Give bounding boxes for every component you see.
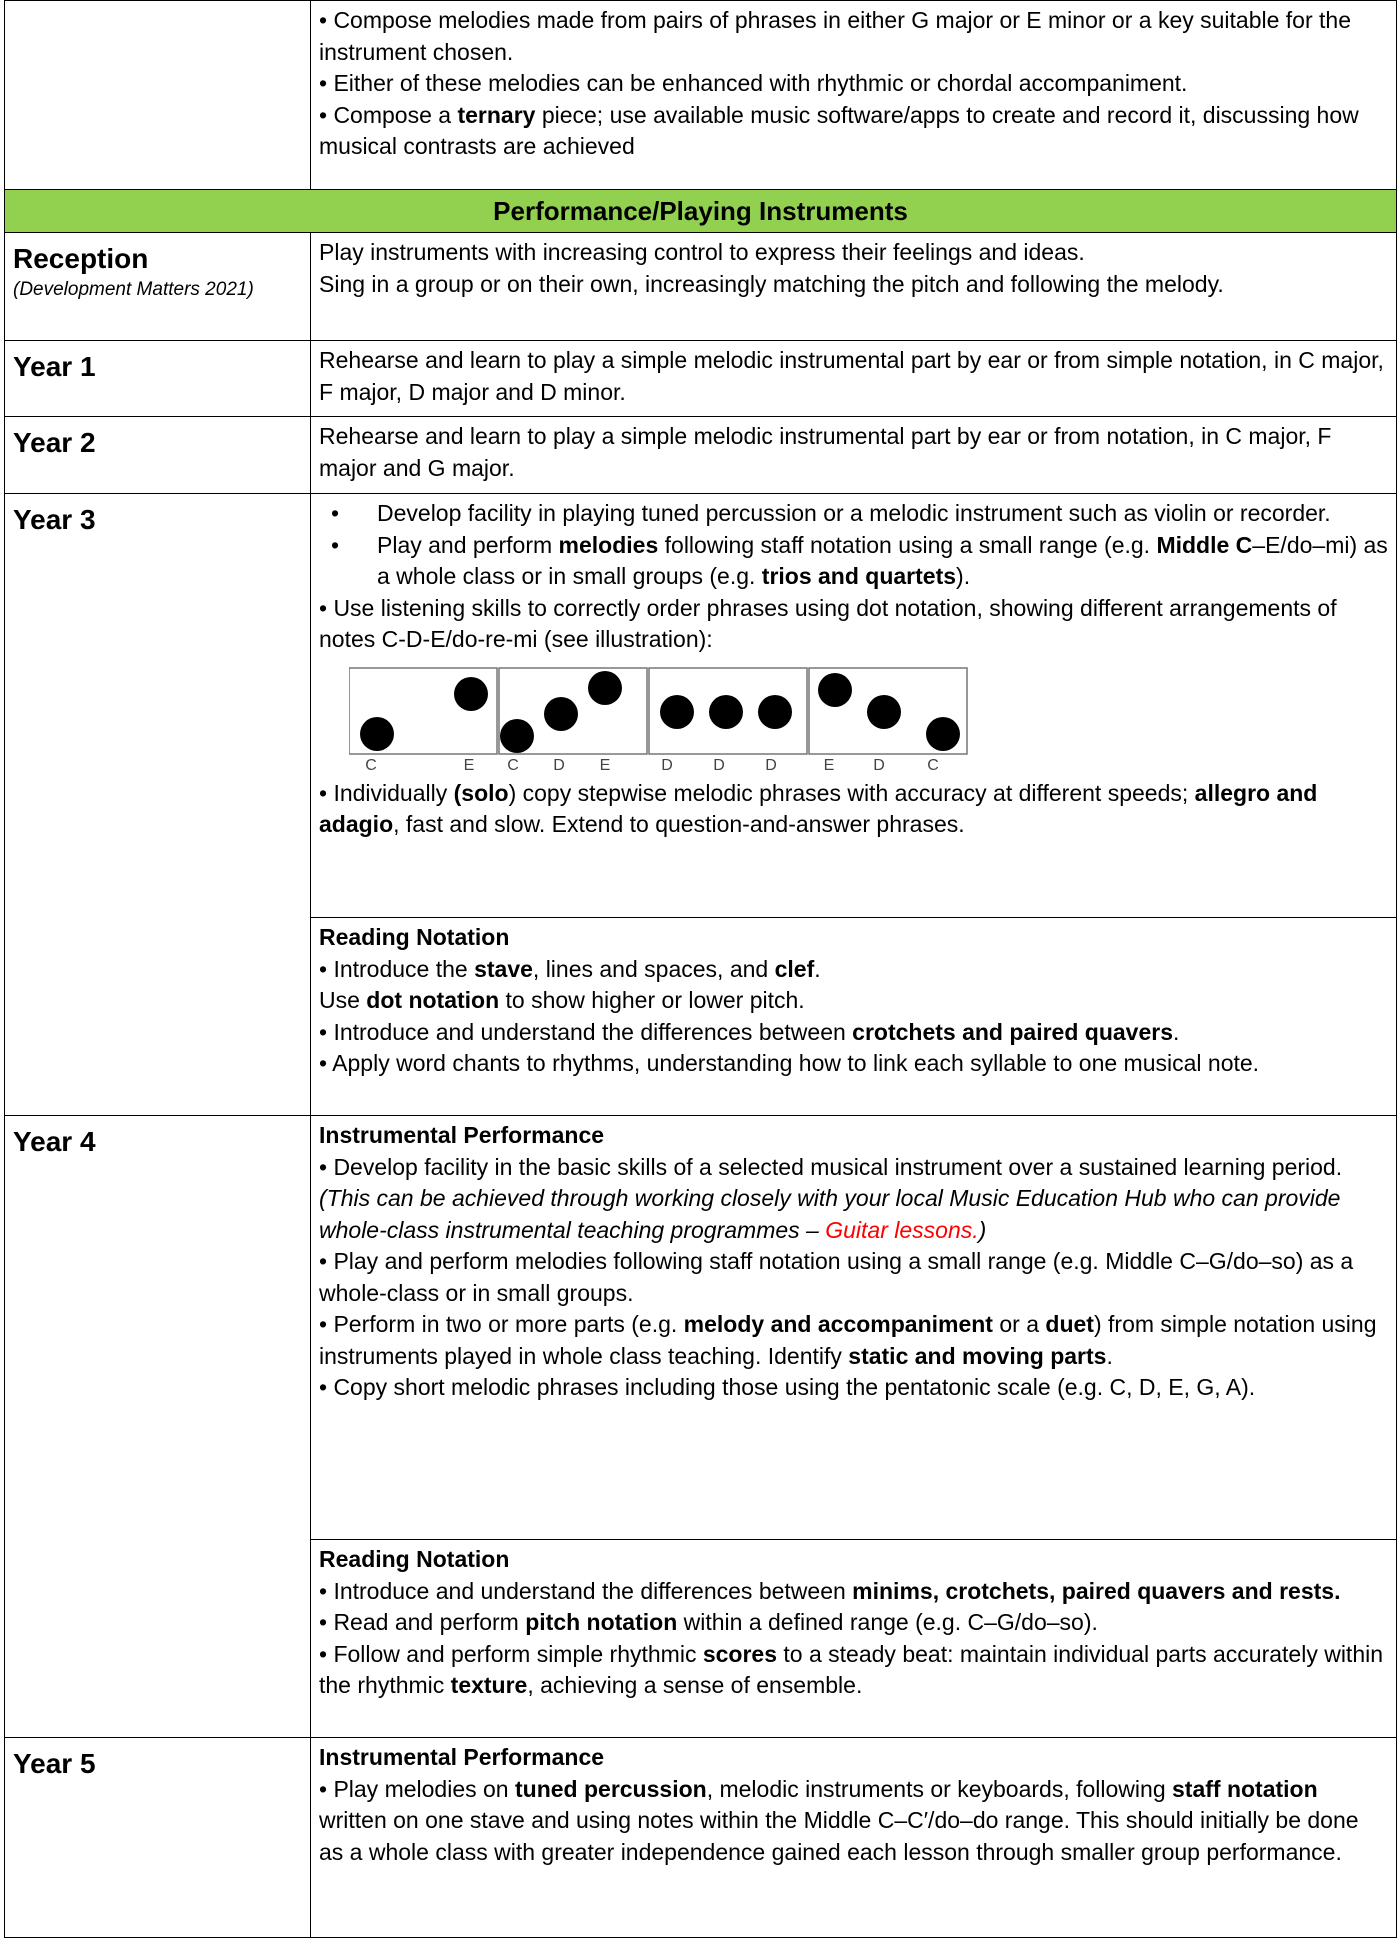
compose-cell (311, 1, 1397, 190)
year1-cell (311, 341, 1397, 417)
section-subheading: Instrumental Performance (319, 1744, 605, 1770)
note-dot (544, 697, 578, 731)
compose-bullet: • Compose melodies made from pairs of phrases in either G major or E minor or a key suitable for the instrument chosen. (319, 7, 1351, 65)
note-label: E (823, 756, 835, 774)
year-label: Year 4 (5, 1116, 311, 1738)
bullet-list (319, 498, 1388, 593)
year-label: Year 1 (5, 341, 311, 417)
note-label: E (463, 756, 475, 774)
dot-notation-illustration (349, 666, 969, 774)
curriculum-table (4, 0, 1397, 1938)
note-label: E (599, 756, 611, 774)
note-dot (758, 695, 792, 729)
reception-cell (311, 233, 1397, 341)
reception-line: Play instruments with increasing control to express their feelings and ideas. (319, 239, 1085, 265)
year-label: Year 3 (5, 494, 311, 1116)
list-item: • Play and perform melodies following staff notation using a small range (e.g. Middle C–E/do–mi) as a whole class or in small groups (e.g. trios and quartets). (319, 530, 1388, 593)
year-label: Year 5 (5, 1738, 311, 1938)
year3-reading-cell: Reading Notation • Introduce the stave, lines and spaces, and clef. Use dot notation to show higher or lower pitch. • Introduce and understand the differences between crotchets and paired quavers. • Apply word chants to rhythms, understanding how to link each syllable to one musical note. (311, 918, 1397, 1116)
note-label: D (553, 756, 565, 774)
note-label: D (661, 756, 673, 774)
note-dot (588, 671, 622, 705)
note-label: C (507, 756, 519, 774)
solo-text: • Individually (solo) copy stepwise melodic phrases with accuracy at different speeds; allegro and adagio, fast and slow. Extend to question-and-answer phrases. (319, 779, 1318, 837)
year5-row (5, 1738, 1397, 1938)
note-label: C (927, 756, 939, 774)
reception-row (5, 233, 1397, 341)
year-label: Reception (13, 243, 149, 274)
year5-cell: Instrumental Performance • Play melodies on tuned percussion, melodic instruments or keyboards, following staff notation written on one stave and using notes within the Middle C–C′/do–do range. This should initially be done as a whole class with greater independence gained each lesson through smaller group performance. (311, 1738, 1397, 1938)
year2-cell (311, 417, 1397, 494)
note-label: D (713, 756, 725, 774)
note-dot (454, 677, 488, 711)
list-item: • Develop facility in playing tuned percussion or a melodic instrument such as violin or recorder. (319, 498, 1388, 530)
year4-reading-cell: Reading Notation • Introduce and understand the differences between minims, crotchets, paired quavers and rests. • Read and perform pitch notation within a defined range (e.g. C–G/do–so). • Follow and perform simple rhythmic scores to a steady beat: maintain individual parts accurately within the rhythmic texture, achieving a sense of ensemble. (311, 1540, 1397, 1738)
year4-row (5, 1116, 1397, 1540)
year1-text: Rehearse and learn to play a simple melodic instrumental part by ear or from simple notation, in C major, F major, D major and D minor. (319, 347, 1384, 405)
note-label: D (873, 756, 885, 774)
section-subheading: Reading Notation (319, 924, 510, 950)
compose-bullet: • Either of these melodies can be enhanced with rhythmic or chordal accompaniment. (319, 70, 1188, 96)
section-header-row (5, 190, 1397, 233)
year3-row (5, 494, 1397, 918)
empty-year-cell (5, 1, 311, 190)
year2-row (5, 417, 1397, 494)
section-header: Performance/Playing Instruments (5, 190, 1397, 233)
note-dot (660, 695, 694, 729)
year-label-cell (5, 233, 311, 341)
listen-text: • Use listening skills to correctly order phrases using dot notation, showing different arrangements of notes C-D-E/do-re-mi (see illustration): (319, 594, 1337, 652)
year-label: Year 2 (5, 417, 311, 494)
year2-text: Rehearse and learn to play a simple melodic instrumental part by ear or from notation, in C major, F major and G major. (319, 423, 1332, 481)
note-dot (867, 695, 901, 729)
note-dot (818, 673, 852, 707)
year-sublabel: (Development Matters 2021) (13, 279, 254, 300)
year3-cell (311, 494, 1397, 918)
section-subheading: Instrumental Performance (319, 1122, 605, 1148)
year1-row (5, 341, 1397, 417)
note-label: D (765, 756, 777, 774)
dot-notation-graphic (349, 666, 969, 774)
reception-line: Sing in a group or on their own, increasingly matching the pitch and following the melody. (319, 270, 1224, 297)
year4-performance-cell: Instrumental Performance • Develop facility in the basic skills of a selected musical instrument over a sustained learning period. (This can be achieved through working closely with your local Music Education Hub who can provide whole-class instrumental teaching programmes – Guitar lessons.) • Play and perform melodies following staff notation using a small range (e.g. Middle C–G/do–so) as a whole-class or in small groups. • Perform in two or more parts (e.g. melody and accompaniment or a duet) from simple notation using instruments played in whole class teaching. Identify static and moving parts. • Copy short melodic phrases including those using the pentatonic scale (e.g. C, D, E, G, A). (311, 1116, 1397, 1540)
note-label: C (365, 756, 377, 774)
section-subheading: Reading Notation (319, 1546, 510, 1572)
note-dot (500, 719, 534, 753)
note-dot (709, 695, 743, 729)
note-dot (360, 717, 394, 751)
compose-bullet: • Compose a ternary piece; use available music software/apps to create and record it, discussing how musical contrasts are achieved (319, 101, 1359, 159)
compose-row (5, 1, 1397, 190)
note-dot (926, 717, 960, 751)
